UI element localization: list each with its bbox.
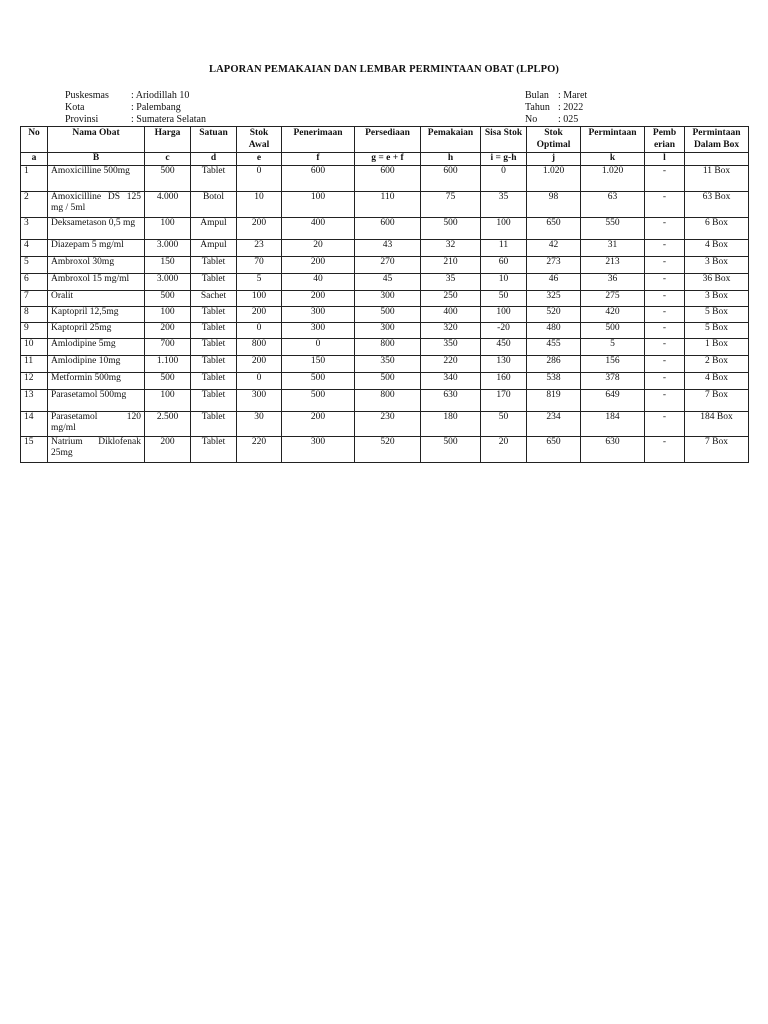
table-row <box>21 306 749 322</box>
table-cell: 42 <box>527 239 581 256</box>
drug-name-cell: Ambroxol 30mg <box>48 256 145 273</box>
table-cell: - <box>645 165 685 191</box>
table-cell: 220 <box>421 355 481 372</box>
table-cell: 650 <box>527 436 581 462</box>
drug-name-cell: Metformin 500mg <box>48 372 145 389</box>
table-cell: 300 <box>355 322 421 338</box>
table-cell: 3.000 <box>145 239 191 256</box>
table-cell: 3 Box <box>685 290 749 306</box>
column-code: l <box>645 153 685 166</box>
table-cell: 35 <box>421 273 481 290</box>
table-cell: 20 <box>282 239 355 256</box>
lplpo-table <box>20 126 749 463</box>
table-cell: 1.020 <box>581 165 645 191</box>
column-code: B <box>48 153 145 166</box>
column-code: i = g-h <box>481 153 527 166</box>
table-cell: 36 Box <box>685 273 749 290</box>
table-cell: 300 <box>237 389 282 411</box>
column-header: Satuan <box>191 127 237 153</box>
table-cell: 45 <box>355 273 421 290</box>
table-cell: - <box>645 338 685 355</box>
table-cell: 520 <box>355 436 421 462</box>
table-cell: 100 <box>282 191 355 217</box>
table-cell: 75 <box>421 191 481 217</box>
table-cell: 300 <box>282 306 355 322</box>
table-cell: 10 <box>237 191 282 217</box>
row-number-cell: 13 <box>21 389 48 411</box>
table-cell: Tablet <box>191 355 237 372</box>
table-cell: 275 <box>581 290 645 306</box>
table-cell: 43 <box>355 239 421 256</box>
table-cell: 150 <box>145 256 191 273</box>
table-cell: 600 <box>355 165 421 191</box>
column-header: Stok Optimal <box>527 127 581 153</box>
column-code: c <box>145 153 191 166</box>
column-code: a <box>21 153 48 166</box>
info-row-kota <box>65 102 206 114</box>
info-row-puskesmas <box>65 90 206 102</box>
table-cell: 170 <box>481 389 527 411</box>
info-label: No <box>525 114 538 125</box>
column-code: h <box>421 153 481 166</box>
table-cell: - <box>645 372 685 389</box>
table-cell: 230 <box>355 411 421 436</box>
drug-name-cell: Diazepam 5 mg/ml <box>48 239 145 256</box>
table-cell: - <box>645 355 685 372</box>
table-cell: 650 <box>527 217 581 239</box>
table-cell: Tablet <box>191 389 237 411</box>
table-cell: 1.020 <box>527 165 581 191</box>
column-header: Sisa Stok <box>481 127 527 153</box>
table-cell: Tablet <box>191 256 237 273</box>
table-cell: 184 Box <box>685 411 749 436</box>
column-header: Pemb erian <box>645 127 685 153</box>
table-cell: 400 <box>282 217 355 239</box>
row-number-cell: 8 <box>21 306 48 322</box>
drug-name-cell: Amoxicilline 500mg <box>48 165 145 191</box>
drug-name-cell: Amoxicilline DS 125 mg / 5ml <box>48 191 145 217</box>
table-cell: 400 <box>421 306 481 322</box>
table-cell: 60 <box>481 256 527 273</box>
table-cell: 630 <box>421 389 481 411</box>
column-code: d <box>191 153 237 166</box>
document-title: LAPORAN PEMAKAIAN DAN LEMBAR PERMINTAAN OBAT (LPLPO) <box>209 64 559 75</box>
table-row <box>21 239 749 256</box>
table-cell: 500 <box>282 372 355 389</box>
table-cell: - <box>645 322 685 338</box>
row-number-cell: 9 <box>21 322 48 338</box>
table-row <box>21 273 749 290</box>
table-row <box>21 338 749 355</box>
table-row <box>21 355 749 372</box>
table-cell: -20 <box>481 322 527 338</box>
table-cell: 325 <box>527 290 581 306</box>
table-row <box>21 436 749 462</box>
info-label: Kota <box>65 102 85 113</box>
table-cell: 200 <box>237 217 282 239</box>
table-cell: 0 <box>282 338 355 355</box>
table-cell: 10 <box>481 273 527 290</box>
table-cell: 649 <box>581 389 645 411</box>
column-code: e <box>237 153 282 166</box>
table-cell: 150 <box>282 355 355 372</box>
table-cell: Botol <box>191 191 237 217</box>
row-number-cell: 3 <box>21 217 48 239</box>
report-info-left <box>65 90 206 126</box>
table-cell: 300 <box>355 290 421 306</box>
drug-name-cell: Amlodipine 10mg <box>48 355 145 372</box>
table-cell: 200 <box>282 290 355 306</box>
table-cell: 200 <box>145 436 191 462</box>
table-cell: Tablet <box>191 338 237 355</box>
column-header: Persediaan <box>355 127 421 153</box>
table-cell: 500 <box>355 372 421 389</box>
table-cell: 100 <box>145 306 191 322</box>
table-cell: 30 <box>237 411 282 436</box>
table-cell: 420 <box>581 306 645 322</box>
row-number-cell: 11 <box>21 355 48 372</box>
table-cell: 31 <box>581 239 645 256</box>
table-cell: 2.500 <box>145 411 191 436</box>
info-row-tahun <box>525 102 587 114</box>
table-cell: Tablet <box>191 165 237 191</box>
info-value: : 2022 <box>558 102 584 113</box>
drug-name-cell: Kaptopril 12,5mg <box>48 306 145 322</box>
table-cell: 3.000 <box>145 273 191 290</box>
drug-name-cell: Kaptopril 25mg <box>48 322 145 338</box>
column-code: f <box>282 153 355 166</box>
table-cell: - <box>645 306 685 322</box>
table-cell: 184 <box>581 411 645 436</box>
table-cell: 600 <box>421 165 481 191</box>
table-cell: 450 <box>481 338 527 355</box>
drug-name-cell: Deksametason 0,5 mg <box>48 217 145 239</box>
table-row <box>21 165 749 191</box>
table-cell: - <box>645 217 685 239</box>
table-cell: 800 <box>355 338 421 355</box>
table-cell: 350 <box>421 338 481 355</box>
table-cell: 36 <box>581 273 645 290</box>
table-cell: 200 <box>282 411 355 436</box>
table-cell: 0 <box>237 322 282 338</box>
drug-name-cell: Oralit <box>48 290 145 306</box>
table-row <box>21 411 749 436</box>
column-code: g = e + f <box>355 153 421 166</box>
column-header: Stok Awal <box>237 127 282 153</box>
table-cell: - <box>645 389 685 411</box>
table-cell: 5 Box <box>685 306 749 322</box>
table-row <box>21 322 749 338</box>
table-cell: 11 Box <box>685 165 749 191</box>
drug-name-cell: Parasetamol 500mg <box>48 389 145 411</box>
table-cell: 1.100 <box>145 355 191 372</box>
table-cell: 210 <box>421 256 481 273</box>
table-cell: 200 <box>145 322 191 338</box>
row-number-cell: 12 <box>21 372 48 389</box>
table-cell: 520 <box>527 306 581 322</box>
row-number-cell: 15 <box>21 436 48 462</box>
table-cell: Tablet <box>191 372 237 389</box>
table-cell: - <box>645 239 685 256</box>
table-cell: 40 <box>282 273 355 290</box>
table-cell: 63 Box <box>685 191 749 217</box>
table-cell: 300 <box>282 322 355 338</box>
info-label: Tahun <box>525 102 550 113</box>
table-cell: Ampul <box>191 217 237 239</box>
table-cell: - <box>645 436 685 462</box>
table-cell: - <box>645 273 685 290</box>
table-cell: 700 <box>145 338 191 355</box>
column-header: Permintaan <box>581 127 645 153</box>
table-cell: 5 <box>581 338 645 355</box>
table-cell: 286 <box>527 355 581 372</box>
table-cell: 5 Box <box>685 322 749 338</box>
table-cell: 160 <box>481 372 527 389</box>
table-cell: 3 Box <box>685 256 749 273</box>
table-cell: 819 <box>527 389 581 411</box>
table-row <box>21 217 749 239</box>
table-cell: 110 <box>355 191 421 217</box>
table-cell: 98 <box>527 191 581 217</box>
table-cell: 455 <box>527 338 581 355</box>
column-header: Penerimaan <box>282 127 355 153</box>
column-header: Nama Obat <box>48 127 145 153</box>
info-row-bulan <box>525 90 587 102</box>
info-value: : Palembang <box>131 102 181 113</box>
table-cell: 6 Box <box>685 217 749 239</box>
table-row <box>21 256 749 273</box>
table-cell: 270 <box>355 256 421 273</box>
table-cell: 4 Box <box>685 372 749 389</box>
table-cell: 500 <box>145 290 191 306</box>
table-cell: 378 <box>581 372 645 389</box>
report-info-right <box>525 90 587 126</box>
table-cell: 300 <box>282 436 355 462</box>
table-cell: 7 Box <box>685 436 749 462</box>
table-cell: 200 <box>237 355 282 372</box>
column-header: No <box>21 127 48 153</box>
table-cell: 35 <box>481 191 527 217</box>
column-header: Pemakaian <box>421 127 481 153</box>
table-cell: 550 <box>581 217 645 239</box>
table-cell: 500 <box>421 436 481 462</box>
table-cell: Tablet <box>191 273 237 290</box>
table-cell: 273 <box>527 256 581 273</box>
row-number-cell: 7 <box>21 290 48 306</box>
table-cell: - <box>645 256 685 273</box>
info-label: Bulan <box>525 90 549 101</box>
info-value: : Ariodillah 10 <box>131 90 190 101</box>
table-cell: Ampul <box>191 239 237 256</box>
table-cell: 46 <box>527 273 581 290</box>
table-cell: 70 <box>237 256 282 273</box>
column-code: k <box>581 153 645 166</box>
table-cell: 538 <box>527 372 581 389</box>
table-row <box>21 290 749 306</box>
row-number-cell: 14 <box>21 411 48 436</box>
table-cell: 156 <box>581 355 645 372</box>
column-header: Permintaan Dalam Box <box>685 127 749 153</box>
table-body <box>21 165 749 462</box>
drug-name-cell: Parasetamol 120 mg/ml <box>48 411 145 436</box>
table-cell: 320 <box>421 322 481 338</box>
row-number-cell: 10 <box>21 338 48 355</box>
table-cell: 200 <box>282 256 355 273</box>
table-cell: 220 <box>237 436 282 462</box>
table-cell: 63 <box>581 191 645 217</box>
table-cell: 1 Box <box>685 338 749 355</box>
drug-name-cell: Ambroxol 15 mg/ml <box>48 273 145 290</box>
drug-name-cell: Natrium Diklofenak 25mg <box>48 436 145 462</box>
table-cell: 2 Box <box>685 355 749 372</box>
table-cell: Tablet <box>191 436 237 462</box>
table-cell: 800 <box>355 389 421 411</box>
table-row <box>21 191 749 217</box>
table-cell: 500 <box>145 372 191 389</box>
row-number-cell: 6 <box>21 273 48 290</box>
row-number-cell: 5 <box>21 256 48 273</box>
table-cell: 130 <box>481 355 527 372</box>
table-cell: - <box>645 191 685 217</box>
info-value: : Maret <box>558 90 588 101</box>
table-cell: 11 <box>481 239 527 256</box>
table-cell: 600 <box>355 217 421 239</box>
table-cell: 100 <box>481 217 527 239</box>
table-cell: 100 <box>237 290 282 306</box>
info-label: Puskesmas <box>65 90 109 101</box>
table-cell: 23 <box>237 239 282 256</box>
table-cell: 100 <box>145 217 191 239</box>
table-cell: - <box>645 290 685 306</box>
table-cell: 4.000 <box>145 191 191 217</box>
table-cell: 5 <box>237 273 282 290</box>
table-cell: 180 <box>421 411 481 436</box>
table-cell: Sachet <box>191 290 237 306</box>
table-cell: 480 <box>527 322 581 338</box>
info-label: Provinsi <box>65 114 99 125</box>
table-cell: 200 <box>237 306 282 322</box>
table-cell: 0 <box>237 372 282 389</box>
drug-name-cell: Amlodipine 5mg <box>48 338 145 355</box>
table-cell: 0 <box>481 165 527 191</box>
table-cell: 600 <box>282 165 355 191</box>
table-cell: 50 <box>481 411 527 436</box>
table-row <box>21 389 749 411</box>
table-cell: - <box>645 411 685 436</box>
table-cell: 350 <box>355 355 421 372</box>
table-cell: 100 <box>481 306 527 322</box>
table-cell: 500 <box>581 322 645 338</box>
info-row-no <box>525 114 587 126</box>
row-number-cell: 2 <box>21 191 48 217</box>
table-cell: 4 Box <box>685 239 749 256</box>
row-number-cell: 4 <box>21 239 48 256</box>
table-cell: Tablet <box>191 322 237 338</box>
table-cell: 234 <box>527 411 581 436</box>
info-row-provinsi <box>65 114 206 126</box>
column-code <box>685 153 749 166</box>
table-cell: 500 <box>421 217 481 239</box>
column-code: j <box>527 153 581 166</box>
info-value: : Sumatera Selatan <box>131 114 206 125</box>
table-cell: 800 <box>237 338 282 355</box>
table-cell: Tablet <box>191 411 237 436</box>
table-code-row <box>21 153 749 166</box>
table-cell: 100 <box>145 389 191 411</box>
table-row <box>21 372 749 389</box>
table-cell: 250 <box>421 290 481 306</box>
table-cell: 340 <box>421 372 481 389</box>
table-cell: 50 <box>481 290 527 306</box>
table-cell: 500 <box>355 306 421 322</box>
row-number-cell: 1 <box>21 165 48 191</box>
table-cell: 0 <box>237 165 282 191</box>
table-cell: Tablet <box>191 306 237 322</box>
table-header-row <box>21 127 749 153</box>
table-cell: 500 <box>282 389 355 411</box>
table-cell: 32 <box>421 239 481 256</box>
table-cell: 500 <box>145 165 191 191</box>
table-cell: 20 <box>481 436 527 462</box>
table-cell: 630 <box>581 436 645 462</box>
table-cell: 213 <box>581 256 645 273</box>
info-value: : 025 <box>558 114 579 125</box>
column-header: Harga <box>145 127 191 153</box>
table-cell: 7 Box <box>685 389 749 411</box>
